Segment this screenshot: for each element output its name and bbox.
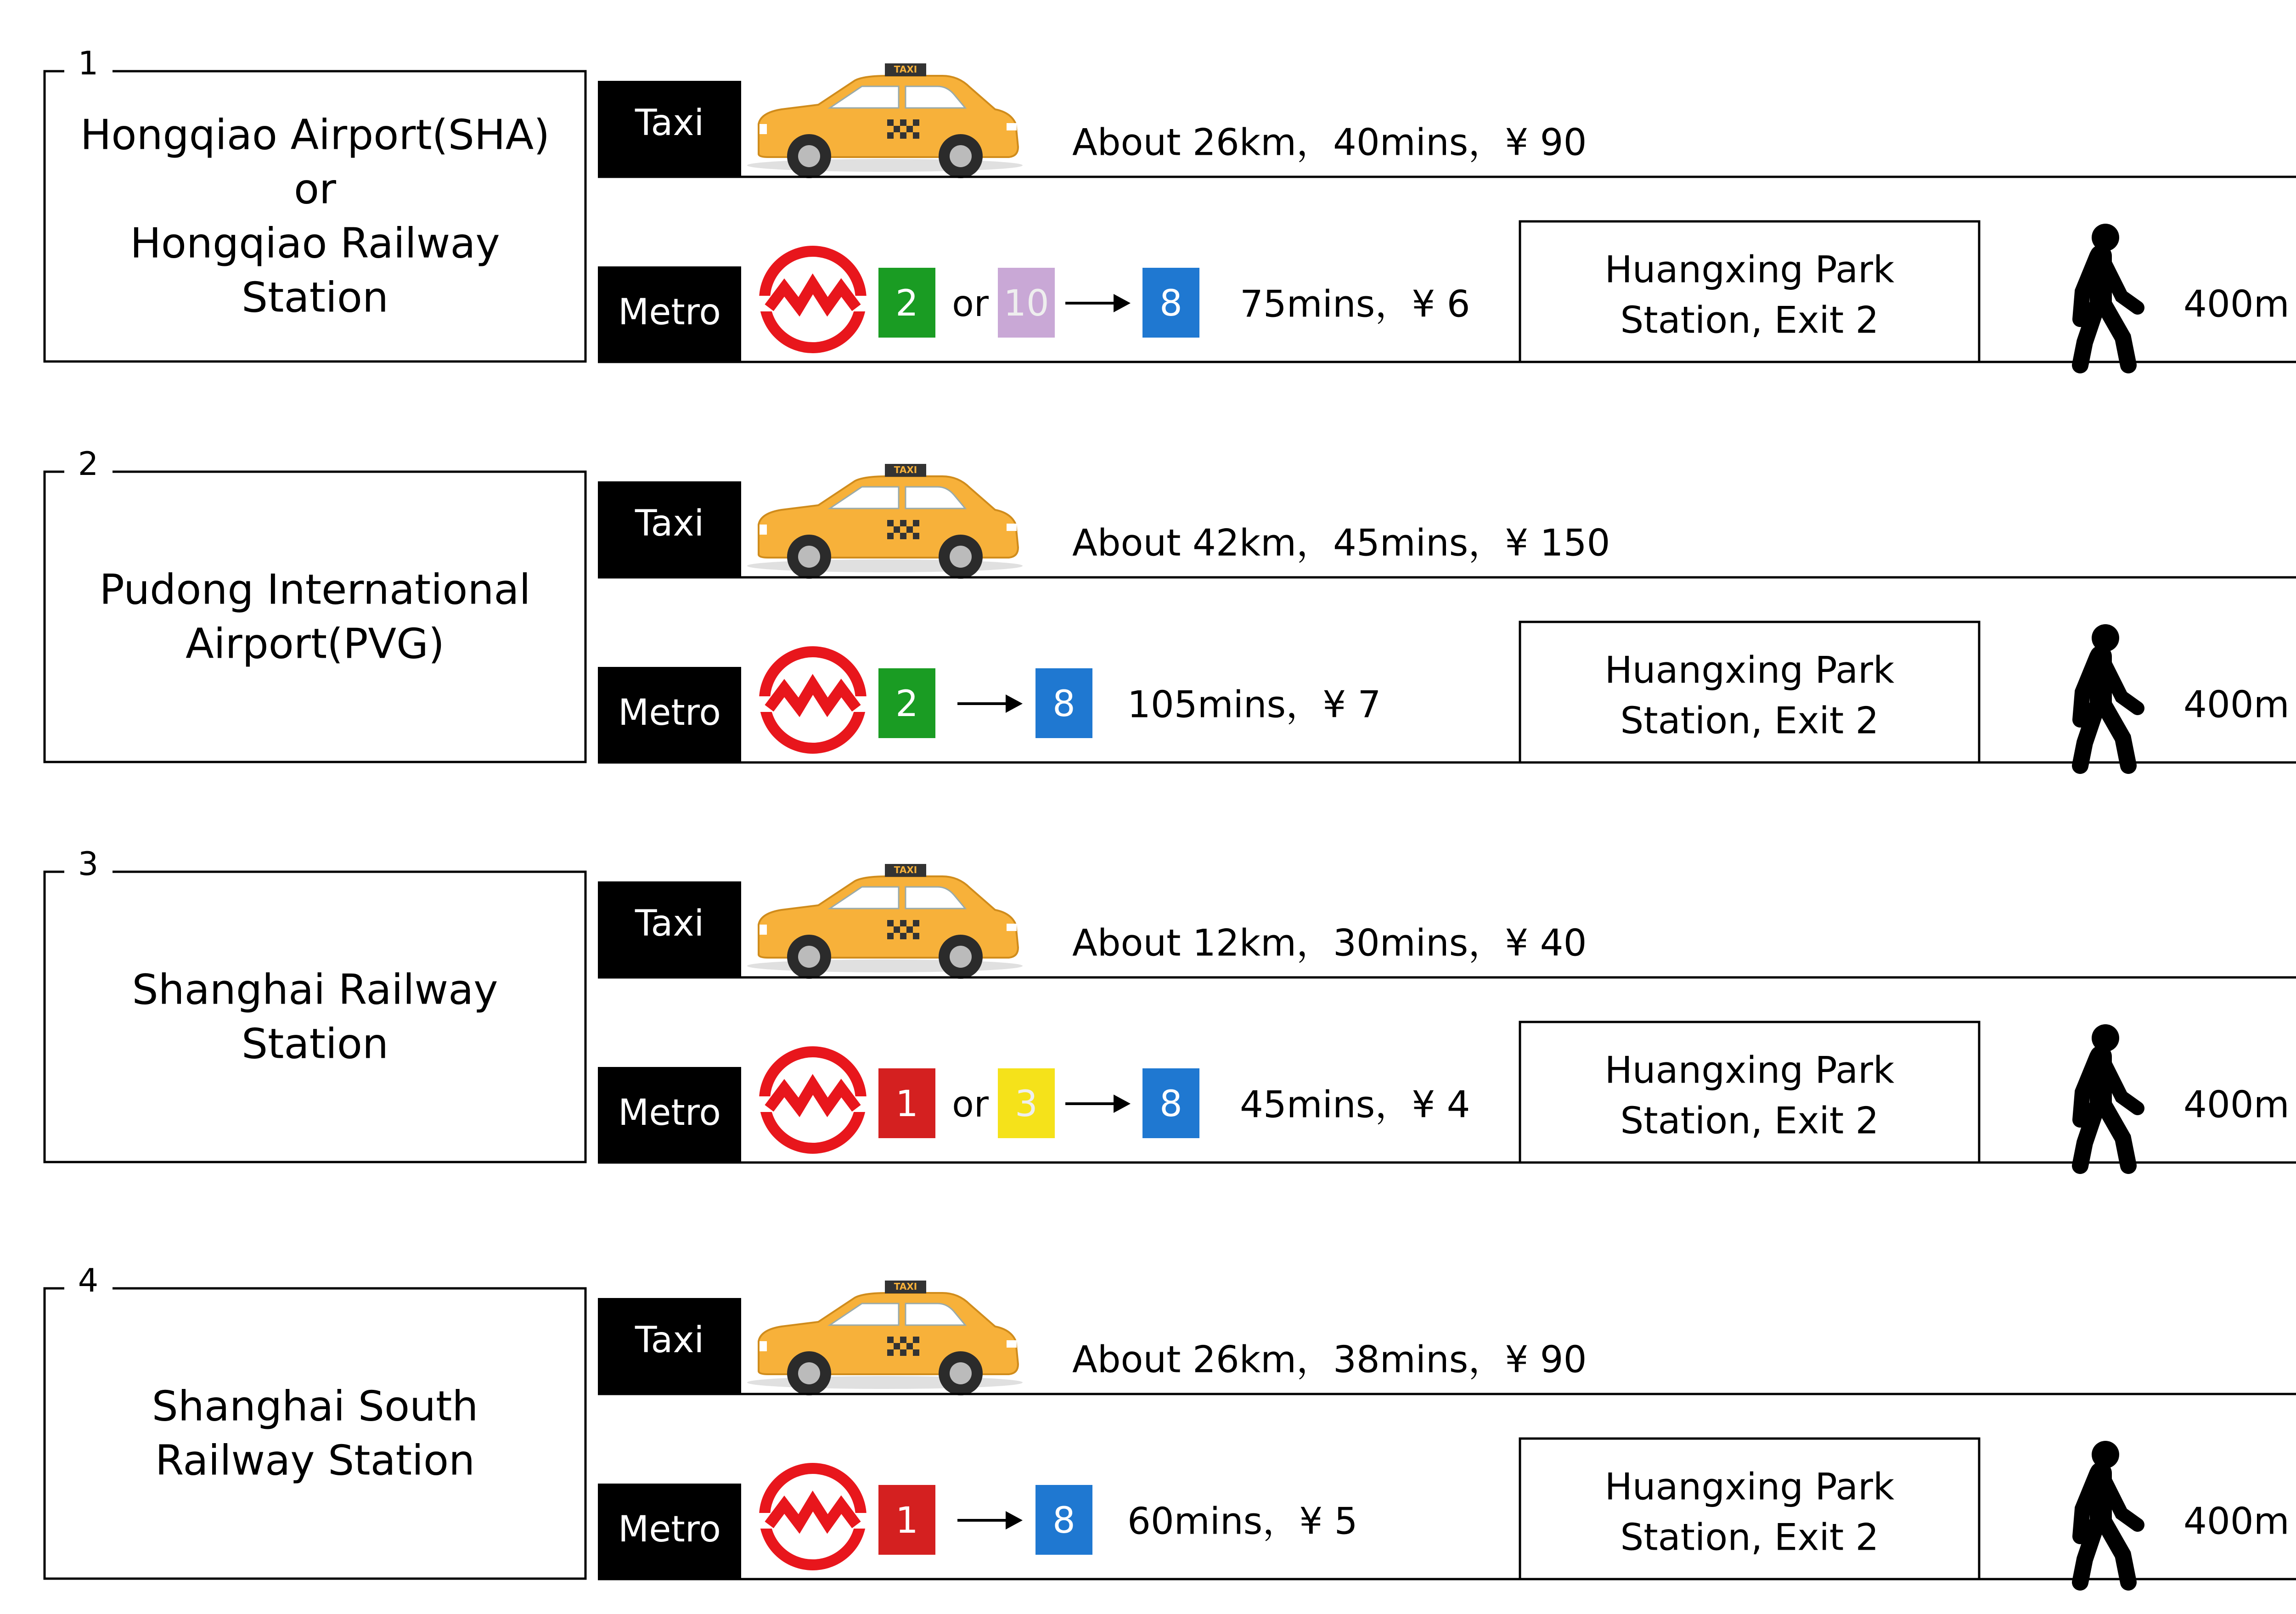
taxi-roof-sign-text: TAXI <box>894 464 917 475</box>
checker-square <box>887 520 894 526</box>
checker-square <box>913 533 919 539</box>
checker-square <box>906 1343 913 1349</box>
metro-info: 105mins，¥ 7 <box>1127 683 1381 726</box>
origin-name-line: Station <box>242 273 388 322</box>
metro-line-number: 1 <box>895 1500 918 1541</box>
checker-square <box>913 1349 919 1356</box>
origin-name-line: Station <box>242 1020 388 1068</box>
taxi-hubcap <box>798 946 820 968</box>
metro-line-number: 1 <box>895 1084 918 1125</box>
metro-or-connector: or <box>952 283 989 325</box>
metro-label: Metro <box>618 292 721 333</box>
checker-square <box>913 520 919 526</box>
metro-line-number: 8 <box>1159 283 1182 324</box>
route-number: 1 <box>78 45 99 82</box>
station-name-line: Huangxing Park <box>1604 1465 1895 1508</box>
taxi-headlight <box>1007 924 1017 931</box>
origin-name-line: Railway Station <box>155 1436 475 1485</box>
checker-square <box>906 126 913 132</box>
origin-box <box>45 1288 585 1579</box>
taxi-headlight <box>1007 524 1017 531</box>
origin-name-line: Pudong International <box>99 565 531 614</box>
origin-name-line: or <box>293 165 337 214</box>
walk-distance: 400m <box>2183 282 2290 326</box>
origin-name-line: Hongqiao Railway <box>130 219 500 268</box>
metro-line-number: 8 <box>1159 1084 1182 1125</box>
metro-label: Metro <box>618 1092 721 1134</box>
checker-square <box>900 533 906 539</box>
metro-line-number: 8 <box>1052 1500 1075 1541</box>
checker-square <box>887 1337 894 1343</box>
checker-square <box>913 132 919 139</box>
checker-square <box>900 132 906 139</box>
taxi-info: About 26km，40mins，¥ 90 <box>1072 121 1587 164</box>
walk-distance: 400m <box>2183 683 2290 726</box>
origin-name-line: Airport(PVG) <box>186 620 445 668</box>
taxi-roof-sign-text: TAXI <box>894 864 917 875</box>
checker-square <box>913 920 919 926</box>
checker-square <box>900 1337 906 1343</box>
metro-or-connector: or <box>952 1084 989 1125</box>
metro-info: 60mins，¥ 5 <box>1127 1500 1358 1543</box>
origin-name-line: Shanghai South <box>152 1382 478 1431</box>
checker-square <box>894 126 900 132</box>
route-number: 4 <box>78 1262 99 1299</box>
taxi-hubcap <box>950 546 972 568</box>
route-number: 3 <box>78 845 99 883</box>
walk-distance: 400m <box>2183 1083 2290 1126</box>
taxi-info: About 42km，45mins，¥ 150 <box>1072 521 1610 564</box>
metro-line-number: 8 <box>1052 683 1075 725</box>
taxi-info: About 12km，30mins，¥ 40 <box>1072 921 1587 965</box>
metro-line-number: 2 <box>895 683 918 725</box>
checker-square <box>900 933 906 939</box>
taxi-taillight <box>760 1341 767 1351</box>
checker-square <box>906 926 913 933</box>
checker-square <box>913 1337 919 1343</box>
checker-square <box>900 920 906 926</box>
checker-square <box>894 926 900 933</box>
walk-distance: 400m <box>2183 1500 2290 1543</box>
taxi-roof-sign-text: TAXI <box>894 1281 917 1292</box>
origin-name-line: Hongqiao Airport(SHA) <box>80 111 550 159</box>
station-name-line: Huangxing Park <box>1604 649 1895 692</box>
station-name-line: Station, Exit 2 <box>1620 1099 1879 1142</box>
taxi-label: Taxi <box>635 102 704 144</box>
taxi-hubcap <box>798 1362 820 1384</box>
station-name-line: Huangxing Park <box>1604 248 1895 291</box>
checker-square <box>887 533 894 539</box>
checker-square <box>887 132 894 139</box>
taxi-headlight <box>1007 123 1017 130</box>
taxi-label: Taxi <box>635 1320 704 1361</box>
checker-square <box>887 1349 894 1356</box>
metro-line-number: 3 <box>1015 1084 1038 1125</box>
checker-square <box>900 1349 906 1356</box>
taxi-hubcap <box>798 145 820 167</box>
metro-line-number: 10 <box>1003 283 1049 324</box>
checker-square <box>906 526 913 533</box>
taxi-label: Taxi <box>635 503 704 544</box>
station-name-line: Huangxing Park <box>1604 1049 1895 1092</box>
station-name-line: Station, Exit 2 <box>1620 699 1879 742</box>
origin-name-line: Shanghai Railway <box>132 965 498 1014</box>
taxi-hubcap <box>950 145 972 167</box>
checker-square <box>887 119 894 126</box>
taxi-taillight <box>760 925 767 935</box>
taxi-taillight <box>760 124 767 134</box>
taxi-roof-sign-text: TAXI <box>894 64 917 75</box>
taxi-label: Taxi <box>635 903 704 944</box>
taxi-hubcap <box>950 1362 972 1384</box>
metro-label: Metro <box>618 692 721 734</box>
metro-label: Metro <box>618 1509 721 1550</box>
metro-line-number: 2 <box>895 283 918 324</box>
metro-info: 75mins，¥ 6 <box>1240 282 1470 326</box>
route-number: 2 <box>78 445 99 483</box>
taxi-hubcap <box>950 946 972 968</box>
checker-square <box>887 920 894 926</box>
taxi-info: About 26km，38mins，¥ 90 <box>1072 1338 1587 1381</box>
checker-square <box>913 119 919 126</box>
checker-square <box>894 526 900 533</box>
checker-square <box>900 520 906 526</box>
metro-info: 45mins，¥ 4 <box>1240 1083 1470 1126</box>
checker-square <box>887 933 894 939</box>
taxi-taillight <box>760 525 767 535</box>
taxi-hubcap <box>798 546 820 568</box>
origin-box <box>45 472 585 762</box>
checker-square <box>894 1343 900 1349</box>
taxi-headlight <box>1007 1340 1017 1348</box>
station-name-line: Station, Exit 2 <box>1620 299 1879 342</box>
origin-box <box>45 872 585 1162</box>
checker-square <box>900 119 906 126</box>
station-name-line: Station, Exit 2 <box>1620 1516 1879 1559</box>
checker-square <box>913 933 919 939</box>
